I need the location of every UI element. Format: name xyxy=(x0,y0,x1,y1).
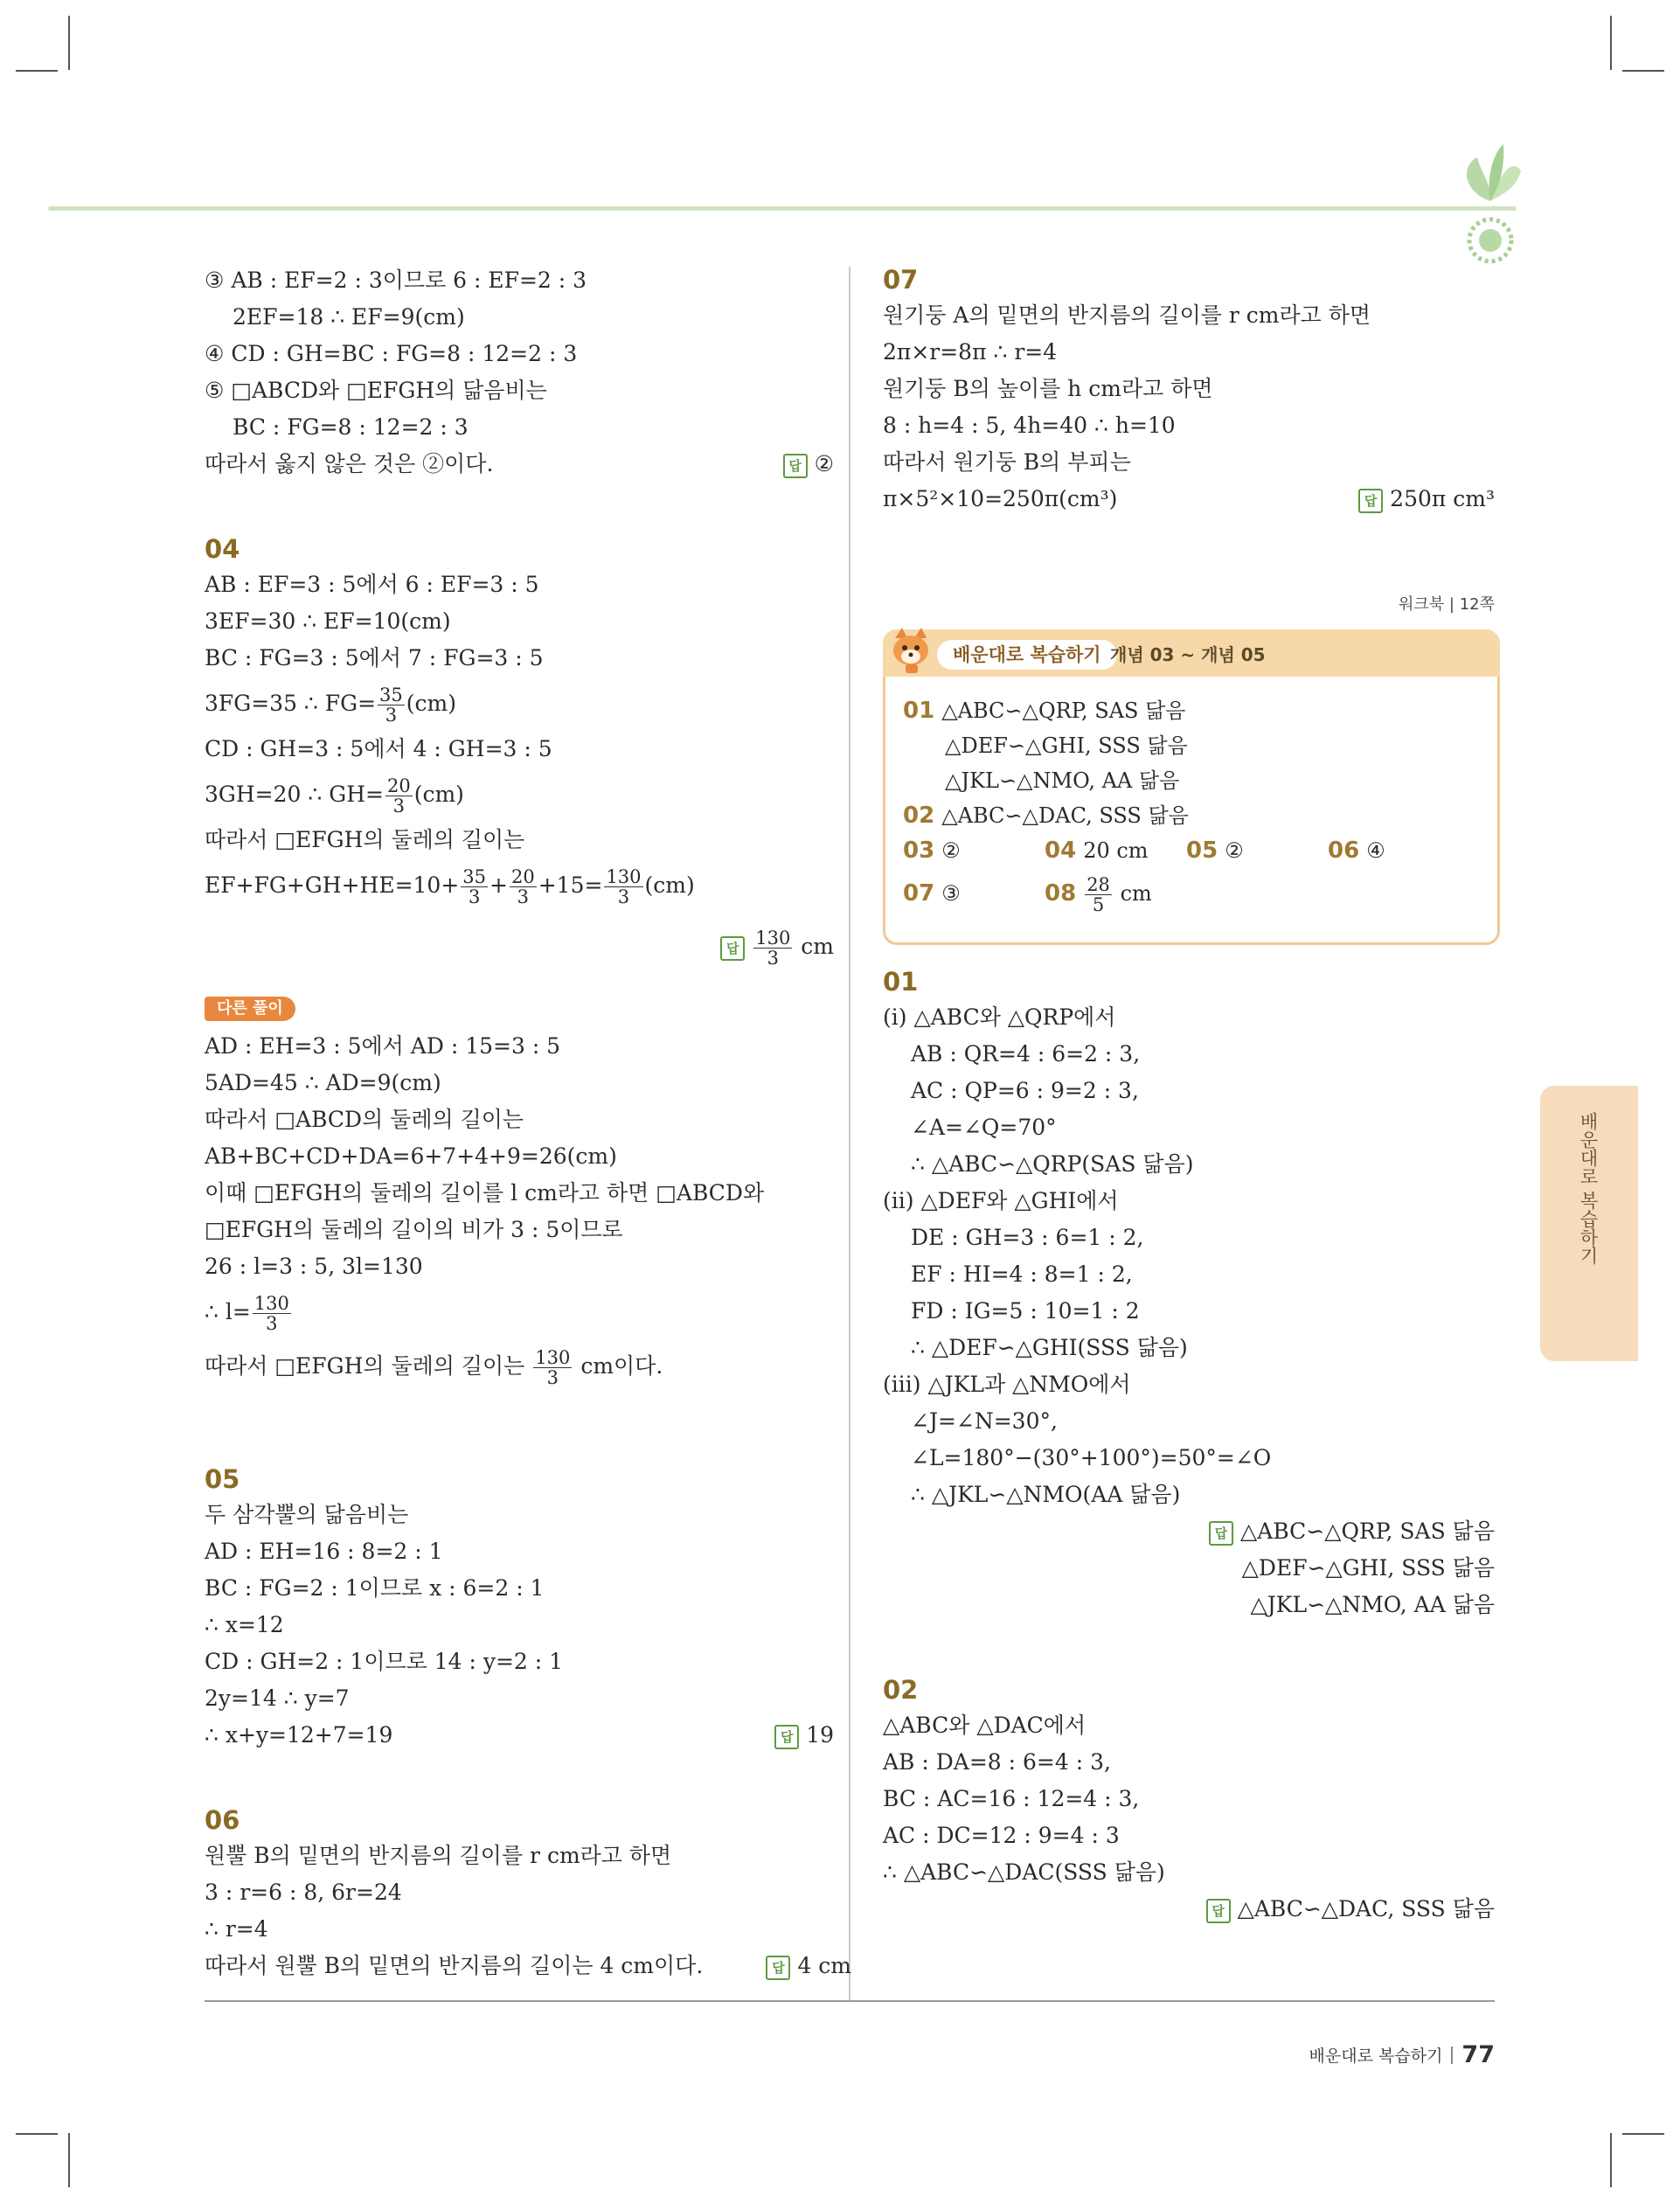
review-answer: ③ xyxy=(941,881,961,906)
review-concepts: 개념 03 ~ 개념 05 xyxy=(1110,644,1266,665)
answer-value: △ABC∽△DAC, SSS 닮음 xyxy=(1237,1896,1495,1922)
review-answer: △ABC∽△DAC, SSS 닮음 xyxy=(941,803,1189,828)
header-rule xyxy=(48,206,1517,211)
review-number: 03 xyxy=(903,837,935,864)
alternate-solution xyxy=(205,997,834,1393)
answer-line xyxy=(883,1587,1495,1623)
text-line: ③ AB : EF=2 : 3이므로 6 : EF=2 : 3 xyxy=(205,268,587,293)
review-answer: 20 cm xyxy=(1083,838,1149,863)
review-title: 배운대로 복습하기 xyxy=(937,640,1117,670)
text-line: 26 : l=3 : 5, 3l=130 xyxy=(205,1254,423,1279)
review-number: 05 xyxy=(1186,837,1218,864)
answer-mark-icon: 답 xyxy=(1209,1521,1233,1546)
problem-number: 07 xyxy=(883,265,919,295)
text-line: AB : DA=8 : 6=4 : 3, xyxy=(883,1749,1111,1775)
numerator: 130 xyxy=(535,1347,571,1368)
numerator: 130 xyxy=(755,928,791,949)
review-row xyxy=(903,693,1480,728)
review-row xyxy=(903,728,1480,763)
denominator: 3 xyxy=(546,1367,559,1388)
crop-mark xyxy=(1610,16,1612,70)
text-line: ∠J=∠N=30°, xyxy=(911,1408,1058,1434)
left-column xyxy=(205,262,851,1984)
review-number: 04 xyxy=(1045,837,1077,864)
solution-07 xyxy=(883,262,1495,518)
text: 3GH=20 ∴ GH= xyxy=(205,782,384,807)
section-side-tab xyxy=(1540,1086,1638,1361)
problem-number: 02 xyxy=(883,1675,919,1705)
text-line: AB : QR=4 : 6=2 : 3, xyxy=(911,1041,1141,1067)
review-cell xyxy=(1186,833,1244,868)
text-line: AD : EH=3 : 5에서 AD : 15=3 : 5 xyxy=(205,1033,561,1059)
footer-rule xyxy=(205,2000,1495,2002)
fraction xyxy=(533,1348,572,1387)
review-answer: ④ xyxy=(1366,838,1385,863)
answer xyxy=(783,446,834,483)
answer-mark-icon: 답 xyxy=(1206,1899,1231,1923)
review-solution-02 xyxy=(883,1672,1495,1928)
denominator: 3 xyxy=(767,948,779,969)
problem-number: 04 xyxy=(205,534,240,564)
text-line: ∠A=∠Q=70° xyxy=(911,1115,1057,1140)
review-answer: △ABC∽△QRP, SAS 닮음 xyxy=(941,698,1186,723)
fox-mascot-icon xyxy=(888,626,935,675)
answer xyxy=(1209,1513,1495,1550)
answer-mark-icon: 답 xyxy=(783,454,808,478)
crop-mark xyxy=(1622,70,1664,72)
text-line: 따라서 원기둥 B의 부피는 xyxy=(883,449,1131,475)
text-line: BC : AC=16 : 12=4 : 3, xyxy=(883,1786,1140,1811)
text-line: DE : GH=3 : 6=1 : 2, xyxy=(911,1225,1144,1250)
review-answer: △JKL∽△NMO, AA 닮음 xyxy=(945,768,1180,793)
answer-value: 19 xyxy=(806,1722,834,1748)
text-line: 두 삼각뿔의 닮음비는 xyxy=(205,1502,409,1527)
fraction xyxy=(378,685,405,725)
crop-mark xyxy=(16,70,58,72)
review-number: 06 xyxy=(1328,837,1360,864)
text-line: AB : EF=3 : 5에서 6 : EF=3 : 5 xyxy=(205,572,539,597)
review-cell xyxy=(903,868,961,919)
review-cell xyxy=(1328,833,1385,868)
text-line: FD : IG=5 : 10=1 : 2 xyxy=(911,1298,1140,1324)
review-row xyxy=(903,763,1480,798)
review-row xyxy=(903,868,1480,919)
text-line: EF : HI=4 : 8=1 : 2, xyxy=(911,1261,1133,1287)
footer-separator xyxy=(1451,2047,1453,2064)
text: + xyxy=(489,872,508,898)
denominator: 3 xyxy=(517,886,530,907)
text: (cm) xyxy=(413,782,464,807)
review-number: 02 xyxy=(903,803,935,829)
crop-mark xyxy=(68,2133,70,2187)
answer-value: △DEF∽△GHI, SSS 닮음 xyxy=(1241,1555,1495,1581)
text-line: ∴ x=12 xyxy=(205,1612,284,1637)
crop-mark xyxy=(1622,2133,1664,2135)
text-line: △ABC와 △DAC에서 xyxy=(883,1713,1086,1738)
text-line: 8 : h=4 : 5, 4h=40 ∴ h=10 xyxy=(883,413,1176,438)
text-line xyxy=(883,481,1495,518)
review-row xyxy=(903,798,1480,833)
text-line: 이때 □EFGH의 둘레의 길이를 l cm라고 하면 □ABCD와 xyxy=(205,1180,765,1206)
page-footer xyxy=(1309,2041,1495,2068)
problem-number: 06 xyxy=(205,1805,240,1835)
numerator: 130 xyxy=(606,866,642,887)
leaf-ornament-icon xyxy=(1451,140,1530,271)
review-answers xyxy=(903,693,1480,919)
review-row xyxy=(903,833,1480,868)
text-line: BC : FG=3 : 5에서 7 : FG=3 : 5 xyxy=(205,645,544,671)
text-line: ∴ △JKL∽△NMO(AA 닮음) xyxy=(911,1482,1181,1507)
review-answer-unit: cm xyxy=(1120,881,1152,906)
text-line: AC : DC=12 : 9=4 : 3 xyxy=(883,1823,1120,1848)
text-line xyxy=(205,446,834,483)
answer-value: 4 cm xyxy=(797,1953,851,1978)
fraction xyxy=(510,867,537,907)
answer xyxy=(774,1717,834,1754)
crop-mark xyxy=(68,16,70,70)
problem-number: 01 xyxy=(883,967,919,997)
answer-mark-icon: 답 xyxy=(720,936,745,961)
text-line: 따라서 □ABCD의 둘레의 길이는 xyxy=(205,1107,524,1132)
text-line: AC : QP=6 : 9=2 : 3, xyxy=(911,1078,1139,1103)
text-line xyxy=(205,1339,834,1393)
answer xyxy=(1242,1550,1495,1587)
text: 따라서 원뿔 B의 밑면의 반지름의 길이는 4 cm이다. xyxy=(205,1953,704,1978)
text-line: ⑤ □ABCD와 □EFGH의 닮음비는 xyxy=(205,378,547,403)
review-answer: ② xyxy=(941,838,961,863)
solution-06 xyxy=(205,1803,851,1984)
numerator: 20 xyxy=(386,775,411,796)
text-line: ∴ △DEF∽△GHI(SSS 닮음) xyxy=(911,1335,1188,1360)
text-line: ④ CD : GH=BC : FG=8 : 12=2 : 3 xyxy=(205,341,578,366)
fraction xyxy=(461,867,488,907)
text-line: □EFGH의 둘레의 길이의 비가 3 : 5이므로 xyxy=(205,1217,623,1242)
denominator: 5 xyxy=(1092,894,1105,915)
crop-mark xyxy=(16,2133,58,2135)
side-tab-label: 배운대로 복습하기 xyxy=(1578,1112,1599,1265)
solution-05 xyxy=(205,1462,834,1754)
text: (cm) xyxy=(406,691,456,716)
denominator: 3 xyxy=(266,1313,278,1334)
text-line: 원뿔 B의 밑면의 반지름의 길이를 r cm라고 하면 xyxy=(205,1843,672,1868)
text-line xyxy=(205,858,834,913)
numerator: 35 xyxy=(462,866,487,887)
text-line xyxy=(205,1285,834,1339)
answer-line xyxy=(205,920,834,974)
review-cell xyxy=(903,833,961,868)
review-answer: △DEF∽△GHI, SSS 닮음 xyxy=(945,733,1188,758)
text: ∴ l= xyxy=(205,1299,251,1324)
answer-value: △ABC∽△QRP, SAS 닮음 xyxy=(1240,1518,1495,1544)
numerator: 35 xyxy=(379,685,403,705)
text: (cm) xyxy=(644,872,695,898)
review-number: 01 xyxy=(903,698,935,724)
fraction xyxy=(753,928,792,968)
text-line: 따라서 □EFGH의 둘레의 길이는 xyxy=(205,827,525,852)
text-line: BC : FG=2 : 1이므로 x : 6=2 : 1 xyxy=(205,1575,545,1601)
text-line: 원기둥 A의 밑면의 반지름의 길이를 r cm라고 하면 xyxy=(883,302,1371,328)
denominator: 3 xyxy=(468,886,481,907)
review-number: 08 xyxy=(1045,880,1077,907)
solution-04 xyxy=(205,532,834,974)
footer-section-label: 배운대로 복습하기 xyxy=(1309,2047,1443,2066)
text-line: CD : GH=2 : 1이므로 14 : y=2 : 1 xyxy=(205,1649,564,1674)
text-line: ∠L=180°−(30°+100°)=50°=∠O xyxy=(911,1445,1272,1470)
numerator: 28 xyxy=(1086,874,1110,895)
answer xyxy=(1251,1587,1495,1623)
text-line: 3 : r=6 : 8, 6r=24 xyxy=(205,1880,402,1905)
answer-value: ② xyxy=(814,451,834,476)
numerator: 20 xyxy=(510,866,535,887)
text-line: (ⅲ) △JKL과 △NMO에서 xyxy=(883,1372,1131,1397)
text-line: (ⅰ) △ABC와 △QRP에서 xyxy=(883,1004,1116,1030)
column-divider xyxy=(849,267,850,2002)
answer xyxy=(1206,1891,1495,1928)
numerator: 130 xyxy=(253,1293,289,1314)
text-line: CD : GH=3 : 5에서 4 : GH=3 : 5 xyxy=(205,736,552,761)
text-line xyxy=(205,768,834,822)
text-line: 2y=14 ∴ y=7 xyxy=(205,1685,350,1711)
text-line: (ⅱ) △DEF와 △GHI에서 xyxy=(883,1188,1119,1213)
text-line: AD : EH=16 : 8=2 : 1 xyxy=(205,1539,443,1564)
text-line: ∴ r=4 xyxy=(205,1916,268,1942)
review-box xyxy=(883,629,1500,945)
text: ∴ x+y=12+7=19 xyxy=(205,1722,393,1748)
answer xyxy=(720,920,834,974)
text-line: 원기둥 B의 높이를 h cm라고 하면 xyxy=(883,376,1213,401)
fraction xyxy=(604,867,642,907)
alt-solution-badge: 다른 풀이 xyxy=(205,997,295,1021)
fraction xyxy=(253,1294,291,1333)
answer-line xyxy=(883,1550,1495,1587)
fraction xyxy=(385,776,413,816)
text: 3FG=35 ∴ FG= xyxy=(205,691,377,716)
page-number: 77 xyxy=(1461,2041,1495,2068)
denominator: 3 xyxy=(392,796,406,817)
text-line xyxy=(205,1948,851,1984)
answer-line xyxy=(883,1891,1495,1928)
review-cell xyxy=(1045,868,1152,919)
text: cm이다. xyxy=(573,1353,663,1379)
text: π×5²×10=250π(cm³) xyxy=(883,486,1118,511)
text-line: BC : FG=8 : 12=2 : 3 xyxy=(233,414,469,440)
text-line: 5AD=45 ∴ AD=9(cm) xyxy=(205,1070,441,1095)
answer-mark-icon: 답 xyxy=(1358,489,1383,513)
text-line: AB+BC+CD+DA=6+7+4+9=26(cm) xyxy=(205,1143,617,1169)
text-line: 2π×r=8π ∴ r=4 xyxy=(883,339,1058,365)
text-line: 2EF=18 ∴ EF=9(cm) xyxy=(233,304,465,330)
text-line xyxy=(205,677,834,731)
answer-mark-icon: 답 xyxy=(766,1956,790,1980)
review-number: 07 xyxy=(903,880,935,907)
answer-value: △JKL∽△NMO, AA 닮음 xyxy=(1250,1592,1495,1617)
text: +15= xyxy=(538,872,603,898)
denominator: 3 xyxy=(617,886,630,907)
problem-number: 05 xyxy=(205,1464,240,1494)
text-line: ∴ △ABC∽△QRP(SAS 닮음) xyxy=(911,1151,1194,1177)
answer-value: 250π cm³ xyxy=(1390,486,1495,511)
answer-mark-icon: 답 xyxy=(774,1725,799,1749)
solution-03 xyxy=(205,262,834,483)
workbook-reference: 워크북 | 12쪽 xyxy=(1399,595,1495,614)
review-answer: ② xyxy=(1225,838,1244,863)
fraction xyxy=(1085,875,1112,914)
crop-mark xyxy=(1610,2133,1612,2187)
answer-unit: cm xyxy=(801,934,834,959)
answer-line xyxy=(883,1513,1495,1550)
review-header xyxy=(883,629,1500,677)
text: 따라서 옳지 않은 것은 ②이다. xyxy=(205,451,494,476)
answer xyxy=(1358,481,1495,518)
right-column xyxy=(883,262,1495,1928)
text-line: 3EF=30 ∴ EF=10(cm) xyxy=(205,608,451,634)
text-line xyxy=(205,1717,834,1754)
text: 따라서 □EFGH의 둘레의 길이는 xyxy=(205,1353,532,1379)
review-solution-01 xyxy=(883,964,1495,1623)
text-line: ∴ △ABC∽△DAC(SSS 닮음) xyxy=(883,1859,1165,1885)
review-cell xyxy=(1045,833,1149,868)
denominator: 3 xyxy=(385,705,398,726)
answer xyxy=(766,1948,851,1984)
text: EF+FG+GH+HE=10+ xyxy=(205,872,460,898)
